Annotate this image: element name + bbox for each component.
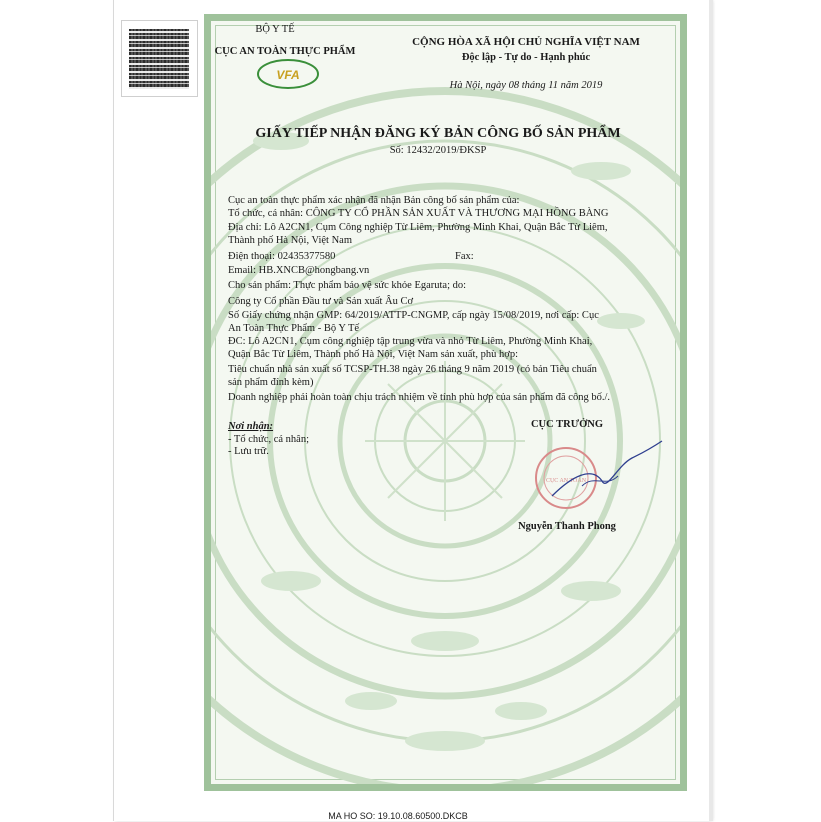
body-line: Điện thoại: 02435377580	[228, 251, 336, 262]
svg-text:CỤC AN TOÀN: CỤC AN TOÀN	[545, 478, 587, 484]
motto: Độc lập - Tự do - Hạnh phúc	[461, 52, 591, 63]
recipient-item: - Tổ chức, cá nhân;	[228, 434, 310, 445]
body-line: Doanh nghiệp phải hoàn toàn chịu trách nhiệm về tính phù hợp của sản phẩm đã công bố./.	[228, 392, 610, 403]
place-date: Hà Nội, ngày 08 tháng 11 năm 2019	[449, 80, 603, 91]
vfa-logo	[255, 58, 321, 90]
scrollbar[interactable]	[709, 0, 713, 821]
document-title: GIẤY TIẾP NHẬN ĐĂNG KÝ BẢN CÔNG BỐ SẢN PHẨM	[255, 126, 621, 141]
body-line: Quận Bắc Từ Liêm, Thành phố Hà Nội, Việt Nam sản xuất, phù hợp:	[228, 349, 518, 360]
body-line: sản phẩm đính kèm)	[228, 377, 314, 388]
body-line: Email: HB.XNCB@hongbang.vn	[228, 265, 370, 276]
body-line: Công ty Cổ phần Đầu tư và Sản xuất Âu Cơ	[228, 296, 414, 307]
body-line: Cho sản phẩm: Thực phẩm bảo vệ sức khỏe Egaruta; do:	[228, 280, 467, 291]
body-line: Thành phố Hà Nội, Việt Nam	[228, 235, 352, 246]
ministry-name: BỘ Y TẾ	[255, 24, 295, 35]
signer-name: Nguyễn Thanh Phong	[518, 521, 616, 532]
body-line: Số Giấy chứng nhận GMP: 64/2019/ATTP-CNGMP, cấp ngày 15/08/2019, nơi cấp: Cục	[228, 310, 599, 321]
body-line: ĐC: Lô A2CN1, Cụm công nghiệp tập trung vừa và nhỏ Từ Liêm, Phường Minh Khai,	[228, 336, 593, 347]
country-name: CỘNG HÒA XÃ HỘI CHỦ NGHĨA VIỆT NAM	[412, 36, 640, 48]
svg-text:VFA: VFA	[276, 68, 300, 82]
document-number: Số: 12432/2019/ĐKSP	[389, 145, 487, 156]
body-line: An Toàn Thực Phẩm - Bộ Y Tế	[228, 323, 360, 334]
fax-label: Fax:	[455, 251, 474, 262]
body-line: Cục an toàn thực phẩm xác nhận đã nhận Bản công bố sản phẩm của:	[228, 195, 520, 206]
agency-name: CỤC AN TOÀN THỰC PHẨM	[214, 46, 356, 57]
body-line: Địa chỉ: Lô A2CN1, Cụm Công nghiệp Từ Liêm, Phường Minh Khai, Quận Bắc Từ Liêm,	[228, 222, 608, 233]
recipient-item: - Lưu trữ.	[228, 446, 269, 457]
dossier-code: MA HO SO: 19.10.08.60500.DKCB	[328, 811, 468, 821]
qr-code	[121, 20, 198, 97]
official-stamp-and-signature	[522, 436, 672, 516]
recipients-heading: Nơi nhận:	[228, 421, 274, 432]
signer-role: CỤC TRƯỞNG	[530, 419, 604, 430]
body-line: Tiêu chuẩn nhà sản xuất số TCSP-TH.38 ngày 26 tháng 9 năm 2019 (có bản Tiêu chuẩn	[228, 364, 597, 375]
body-line: Tổ chức, cá nhân: CÔNG TY CỔ PHẦN SẢN XUẤT VÀ THƯƠNG MẠI HỒNG BÀNG	[228, 208, 609, 219]
